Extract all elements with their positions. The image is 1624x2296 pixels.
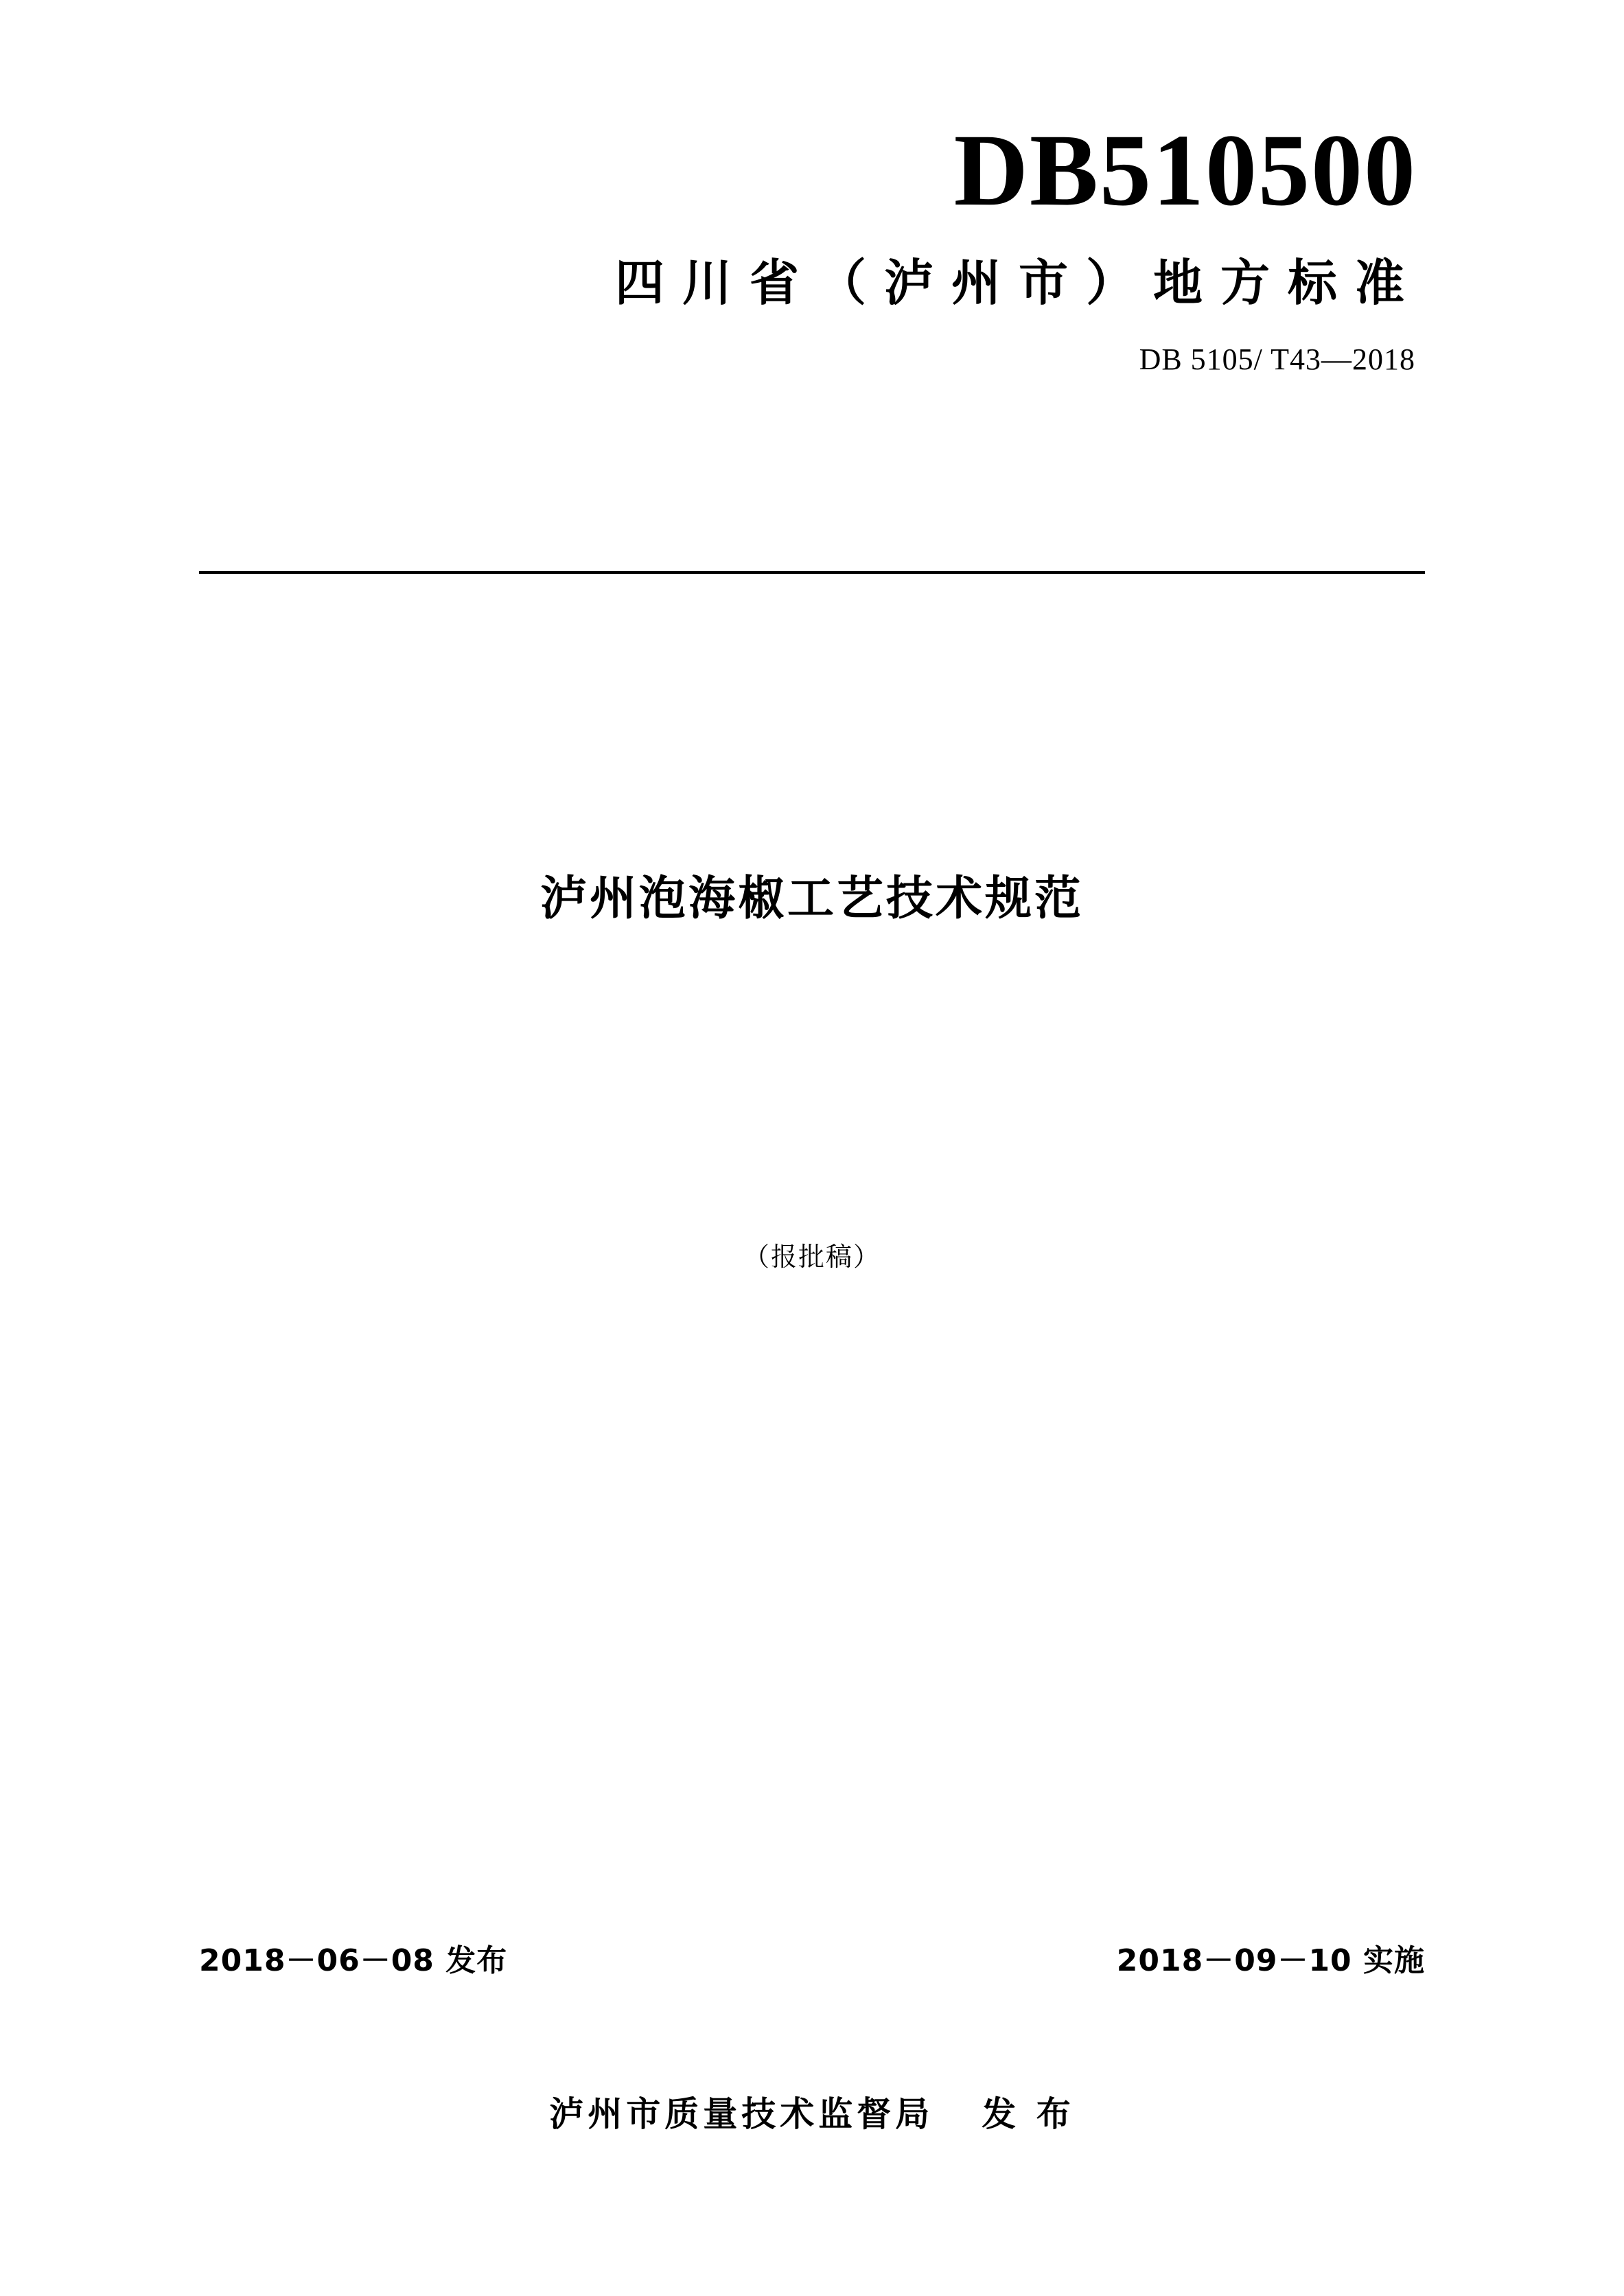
standard-header: [199, 113, 1425, 377]
implementation-date: 2018－09－10 实施: [1116, 1943, 1425, 1978]
standard-kind-title: 四川省（泸州市）地方标准: [614, 253, 1422, 312]
publication-dates: [199, 1936, 1425, 1980]
document-status-note: （报批稿）: [743, 1243, 881, 1272]
issuer-organization: 泸州市质量技术监督局: [549, 2094, 934, 2134]
page-title: 泸州泡海椒工艺技术规范: [540, 872, 1084, 926]
issuer-line: [0, 2087, 1624, 2136]
header-divider-rule: [199, 571, 1425, 574]
issuer-action: 发 布: [982, 2094, 1075, 2134]
release-date: 2018－06－08 发布: [199, 1943, 508, 1978]
standard-number: DB 5105/ T43—2018: [1139, 342, 1415, 376]
standard-code: DB510500: [953, 113, 1417, 227]
